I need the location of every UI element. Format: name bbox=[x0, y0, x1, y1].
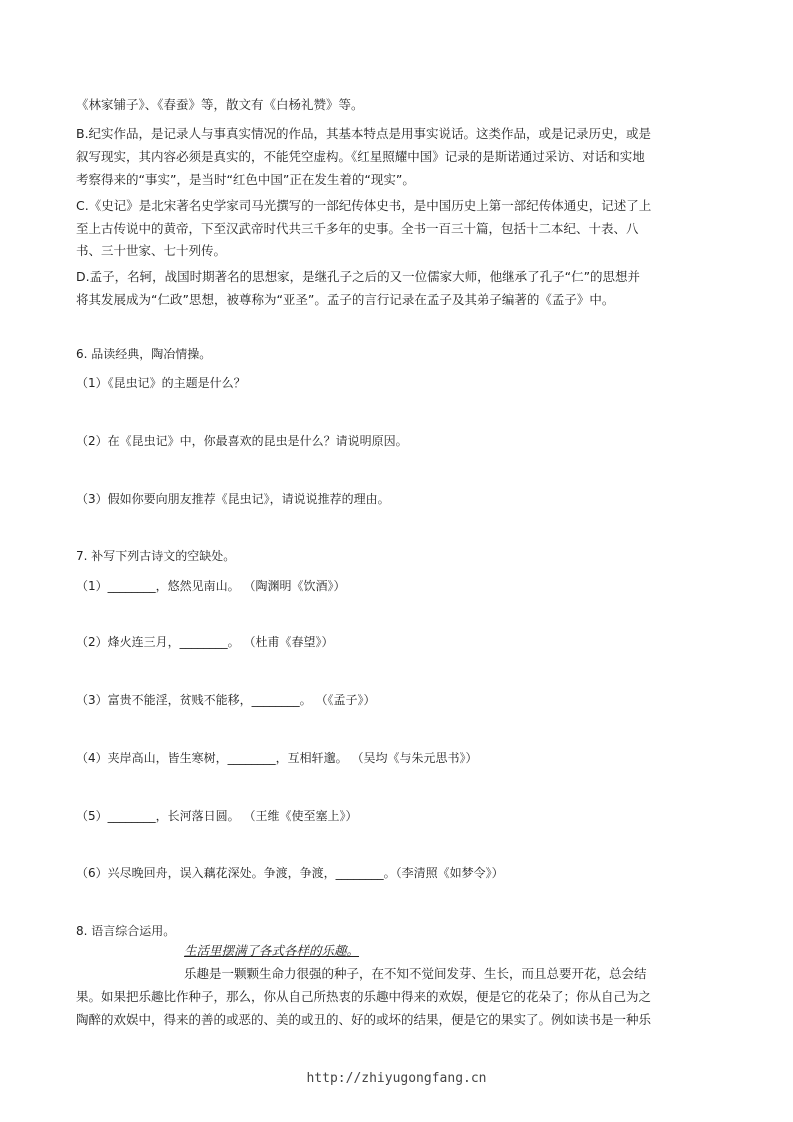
passage-line: 果。如果把乐趣比作种子，那么，你从自己所热衷的乐趣中得来的欢娱，便是它的花朵了；你从自己为之 bbox=[76, 989, 652, 1004]
question-6-item: （1）《昆虫记》的主题是什么？ bbox=[76, 376, 246, 390]
passage-line: C.《史记》是北宋著名史学家司马光撰写的一部纪传体史书，是中国历史上第一部纪传体通史，记述了上 bbox=[76, 198, 652, 213]
question-6-item: （2）在《昆虫记》中，你最喜欢的昆虫是什么？请说明原因。 bbox=[76, 434, 408, 448]
question-6-item: （3）假如你要向朋友推荐《昆虫记》，请说说推荐的理由。 bbox=[76, 492, 390, 506]
passage-line: 陶醉的欢娱中，得来的善的或恶的、美的或丑的、好的或坏的结果，便是它的果实了。例如读书是一种乐 bbox=[76, 1012, 652, 1027]
passage-line: D.孟子，名轲，战国时期著名的思想家，是继孔子之后的又一位儒家大师，他继承了孔子“仁”的思想并 bbox=[76, 269, 641, 284]
question-7-title: 7. 补写下列古诗文的空缺处。 bbox=[76, 549, 236, 563]
passage-heading: 生活里摆满了各式各样的乐趣。 bbox=[184, 943, 360, 958]
question-7-item: （2）烽火连三月，________。 （杜甫《春望》） bbox=[76, 635, 334, 649]
question-7-item: （3）富贵不能淫，贫贱不能移，________。 （《孟子》） bbox=[76, 693, 376, 707]
passage-line: 叙写现实，其内容必须是真实的，不能凭空虚构。《红星照耀中国》记录的是斯诺通过采访、对话和实地 bbox=[76, 149, 645, 164]
passage-line: 至上古传说中的黄帝，下至汉武帝时代共三千多年的史事。全书一百三十篇，包括十二本纪、十表、八 bbox=[76, 221, 639, 236]
question-6-title: 6. 品读经典，陶冶情操。 bbox=[76, 347, 212, 361]
passage-line: 书、三十世家、七十列传。 bbox=[76, 243, 227, 258]
question-7-item: （4）夹岸高山，皆生寒树，________，互相轩邈。 （吴均《与朱元思书》） bbox=[76, 751, 478, 765]
question-7-item: （1）________，悠然见南山。 （陶渊明《饮酒》） bbox=[76, 579, 346, 593]
passage-line: 《林家铺子》、《春蚕》等，散文有《白杨礼赞》等。 bbox=[76, 97, 364, 112]
footer-url: http://zhiyugongfang.cn bbox=[306, 1071, 487, 1086]
passage-paragraph-start: 乐趣是一颗颗生命力很强的种子，在不知不觉间发芽、生长，而且总要开花，总会结 bbox=[184, 966, 647, 981]
passage-line: 将其发展成为“仁政”思想，被尊称为“亚圣”。孟子的言行记录在孟子及其弟子编著的《孟子》中。 bbox=[76, 292, 615, 307]
passage-line: 考察得来的“事实”，是当时“红色中国”正在发生着的“现实”。 bbox=[76, 172, 415, 187]
passage-line: B.纪实作品，是记录人与事真实情况的作品，其基本特点是用事实说话。这类作品，或是记录历史，或是 bbox=[76, 126, 652, 141]
question-7-item: （6）兴尽晚回舟，误入藕花深处。争渡，争渡，________。（李清照《如梦令》） bbox=[76, 866, 504, 880]
question-8-title: 8. 语言综合运用。 bbox=[76, 924, 176, 938]
question-7-item: （5）________，长河落日圆。 （王维《使至塞上》） bbox=[76, 809, 358, 823]
